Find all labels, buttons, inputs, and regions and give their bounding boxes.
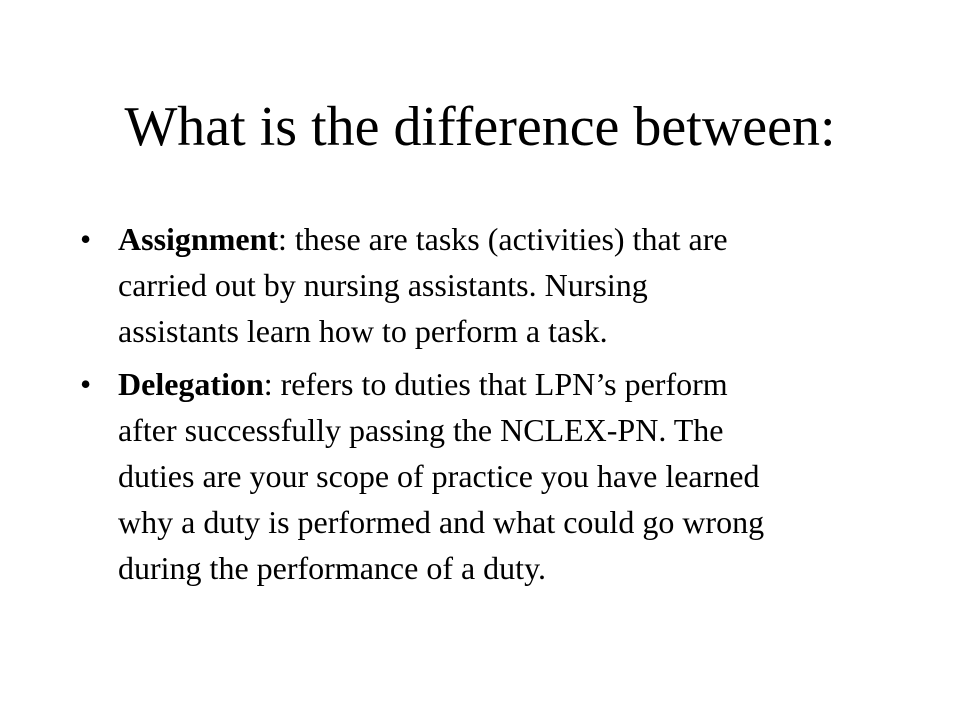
term-delegation: Delegation: [118, 366, 264, 402]
bullet-list: [80, 216, 880, 598]
bullet-delegation: [80, 361, 880, 591]
definition-text: : refers to duties that LPN’s perform: [263, 366, 728, 402]
bullet-dot-icon: •: [80, 366, 92, 402]
bullet-dot-icon: •: [80, 221, 92, 257]
bullet-line: during the performance of a duty.: [118, 550, 546, 586]
definition-text: : these are tasks (activities) that are: [278, 221, 728, 257]
bullet-line: after successfully passing the NCLEX-PN. The: [118, 412, 724, 448]
bullet-line: [118, 216, 880, 262]
bullet-line: duties are your scope of practice you have learned: [118, 458, 760, 494]
term-assignment: Assignment: [118, 221, 279, 257]
bullet-assignment: [80, 216, 880, 354]
bullet-line: why a duty is performed and what could go wrong: [118, 504, 765, 540]
bullet-line: [118, 361, 880, 407]
bullet-line: carried out by nursing assistants. Nursing: [118, 267, 648, 303]
bullet-line: assistants learn how to perform a task.: [118, 313, 608, 349]
slide-title: What is the difference between:: [124, 96, 836, 158]
